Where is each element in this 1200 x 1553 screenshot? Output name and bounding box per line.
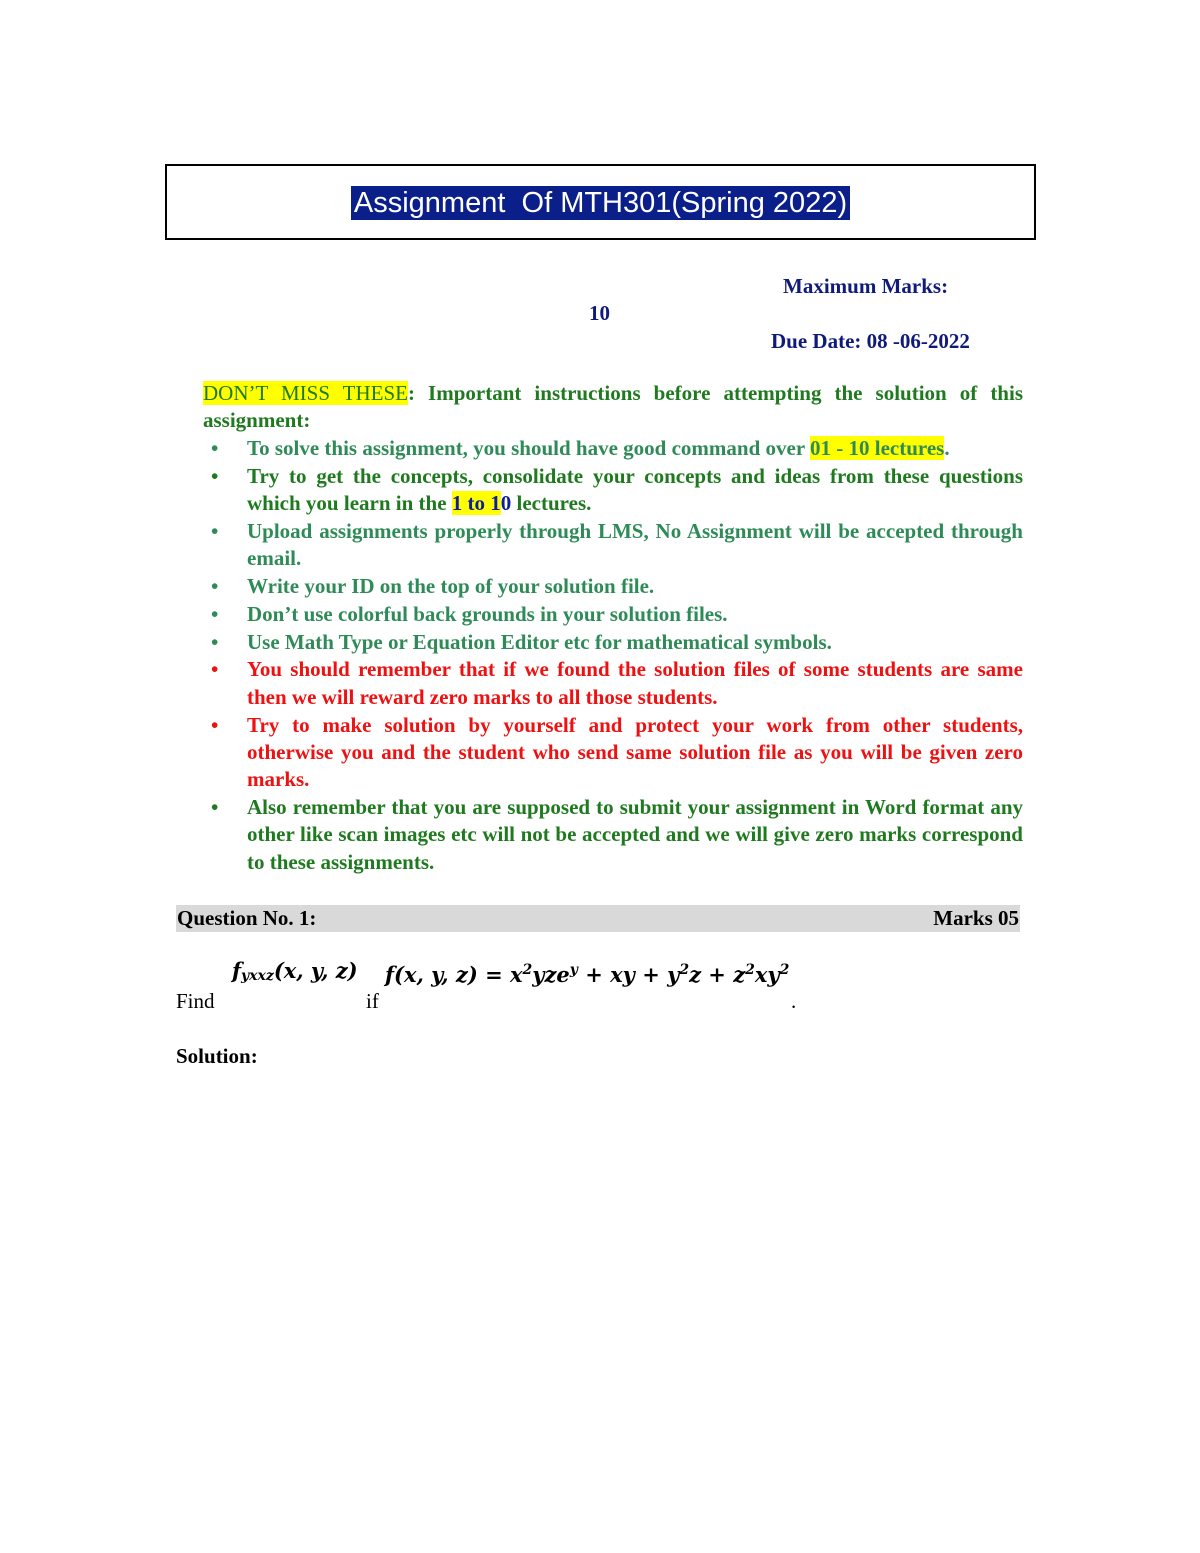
max-marks-label: Maximum Marks: [783,274,949,298]
math-term: z + [689,962,734,987]
question-marks: Marks 05 [933,906,1019,930]
math-term: z [733,962,746,987]
lecture-range-tail: 0 [500,491,512,516]
bullet-icon: • [211,794,219,819]
bullet-icon: • [211,601,219,626]
bullet-icon: • [211,629,219,654]
instructions-intro-text: : Important instructions before attempting the solution of this assignment: [203,381,1023,433]
warning-label: DON’T MISS THESE [203,381,409,405]
item-text: Try to make solution by yourself and protect your work from other students, otherwise you and the student who send same solution file as you will be given zero marks. [247,712,1023,792]
instructions-block [203,380,1023,876]
title-box [165,164,1036,240]
lecture-range-highlight: 1 to 1 [451,491,501,516]
instructions-intro [203,380,1023,435]
bullet-icon: • [211,657,219,682]
list-item [203,463,1023,518]
item-text: You should remember that if we found the solution files of some students are same then we will reward zero marks to all those students. [247,657,1023,709]
item-text-end: . [944,436,950,461]
math-term: y [667,962,680,987]
math-lhs: f(x, y, z) = [385,962,511,987]
item-text: To solve this assignment, you should have good command over [247,436,811,461]
instructions-list [203,435,1023,876]
bullet-icon: • [211,712,219,737]
math-term: x [510,962,523,987]
if-word: if [366,989,379,1013]
lecture-range-highlight: 01 - 10 lectures [810,436,945,461]
solution-label: Solution: [176,1044,258,1068]
item-text: Write your ID on the top of your solution file. [247,574,655,599]
list-item [203,629,1023,656]
max-marks-value: 10 [589,301,610,325]
math-symbol: f [232,958,242,983]
sentence-period: . [791,989,797,1013]
math-exponent: 2 [779,962,790,978]
list-item [203,712,1023,794]
math-exponent: 2 [745,962,755,978]
bullet-icon: • [211,518,219,543]
math-exponent: 2 [679,962,690,978]
bullet-icon: • [211,436,219,461]
math-subscript: yxxz [241,968,274,984]
item-text: Upload assignments properly through LMS, No Assignment will be accepted through email. [247,518,1023,571]
math-term: yze [532,962,570,987]
list-item [203,518,1023,573]
item-text: Also remember that you are supposed to submit your assignment in Word format any other like scan images etc will not be accepted and we will give zero marks correspond to these assignments. [247,794,1023,874]
item-text-end: lectures. [511,491,592,516]
math-term: xy [754,962,780,987]
function-definition [385,957,789,988]
due-date: Due Date: 08 -06-2022 [771,329,970,353]
question-header [176,905,1020,932]
math-term: + xy + [577,962,668,987]
find-word: Find [176,989,215,1013]
bullet-icon: • [211,463,219,488]
list-item [203,794,1023,876]
assignment-title: Assignment Of MTH301(Spring 2022) [351,186,850,220]
math-exponent: 2 [522,962,533,978]
list-item [203,656,1023,711]
item-text: Use Math Type or Equation Editor etc for mathematical symbols. [247,629,832,654]
math-exponent: y [569,962,578,978]
list-item [203,573,1023,600]
bullet-icon: • [211,574,219,599]
item-text: Don’t use colorful back grounds in your solution files. [247,601,728,626]
target-derivative [232,957,358,988]
math-args: (x, y, z) [273,958,358,983]
question-label: Question No. 1: [177,906,317,930]
item-text: Try to get the concepts, consolidate your concepts and ideas from these questions which you learn in the [247,463,1023,516]
list-item [203,601,1023,628]
list-item [203,435,1023,462]
